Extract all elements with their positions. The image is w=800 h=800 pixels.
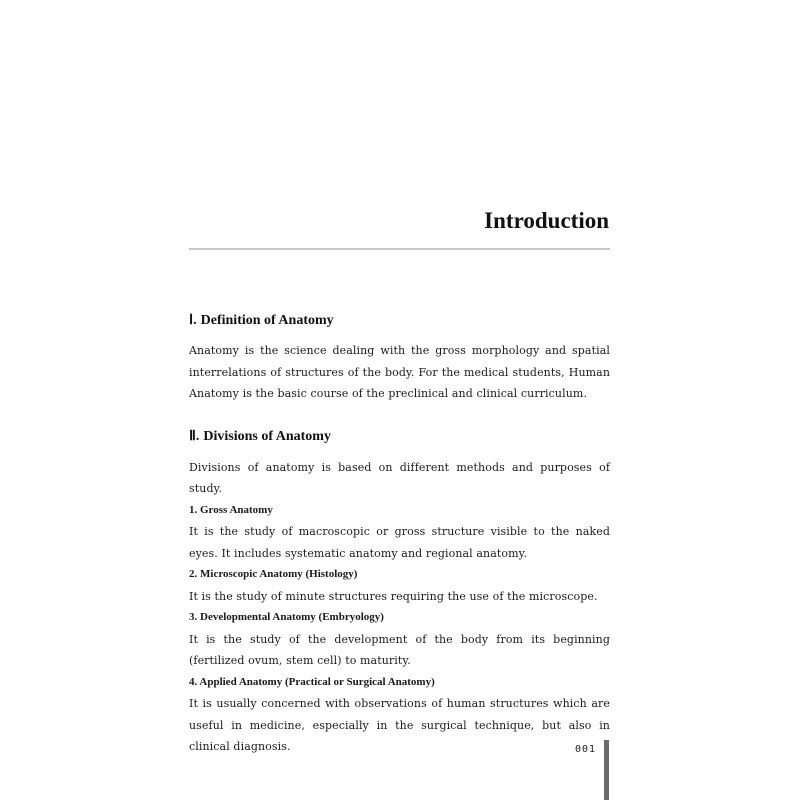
section-heading xyxy=(189,425,610,449)
section-title: Definition of Anatomy xyxy=(200,313,334,328)
page-body xyxy=(189,309,610,758)
page-edge-marker xyxy=(604,740,609,800)
subsection-text: It is usually concerned with observations of human structures which are useful in medicine, especially in the surgical technique, but also in clinical diagnosis. xyxy=(189,697,610,753)
subsection-heading: 1. Gross Anatomy xyxy=(189,503,273,516)
section-definition xyxy=(189,309,610,405)
page-number: 001 xyxy=(575,744,597,755)
title-divider xyxy=(189,248,610,250)
subsection-heading: 2. Microscopic Anatomy (Histology) xyxy=(189,568,358,580)
subsection-text: It is the study of macroscopic or gross structure visible to the naked eyes. It includes systematic anatomy and regional anatomy. xyxy=(189,525,610,560)
subsection-heading: 4. Applied Anatomy (Practical or Surgical Anatomy) xyxy=(189,675,435,688)
section-number: Ⅱ. xyxy=(189,428,200,444)
subsection-text: It is the study of minute structures requiring the use of the microscope. xyxy=(189,589,598,603)
section-number: Ⅰ. xyxy=(189,313,197,328)
chapter-title: Introduction xyxy=(484,208,609,233)
section-title: Divisions of Anatomy xyxy=(203,428,331,444)
subsection-text: It is the study of the development of the body from its beginning (fertilized ovum, stem cell) to maturity. xyxy=(189,632,610,667)
section-divisions xyxy=(189,425,610,758)
section-paragraph: Anatomy is the science dealing with the gross morphology and spatial interrelations of structures of the body. For the medical students, Human Anatomy is the basic course of the preclinical and clinical curriculum. xyxy=(189,344,610,400)
subsection-heading: 3. Developmental Anatomy (Embryology) xyxy=(189,611,384,623)
section-heading xyxy=(189,309,610,333)
section-intro: Divisions of anatomy is based on different methods and purposes of study. xyxy=(189,460,610,495)
